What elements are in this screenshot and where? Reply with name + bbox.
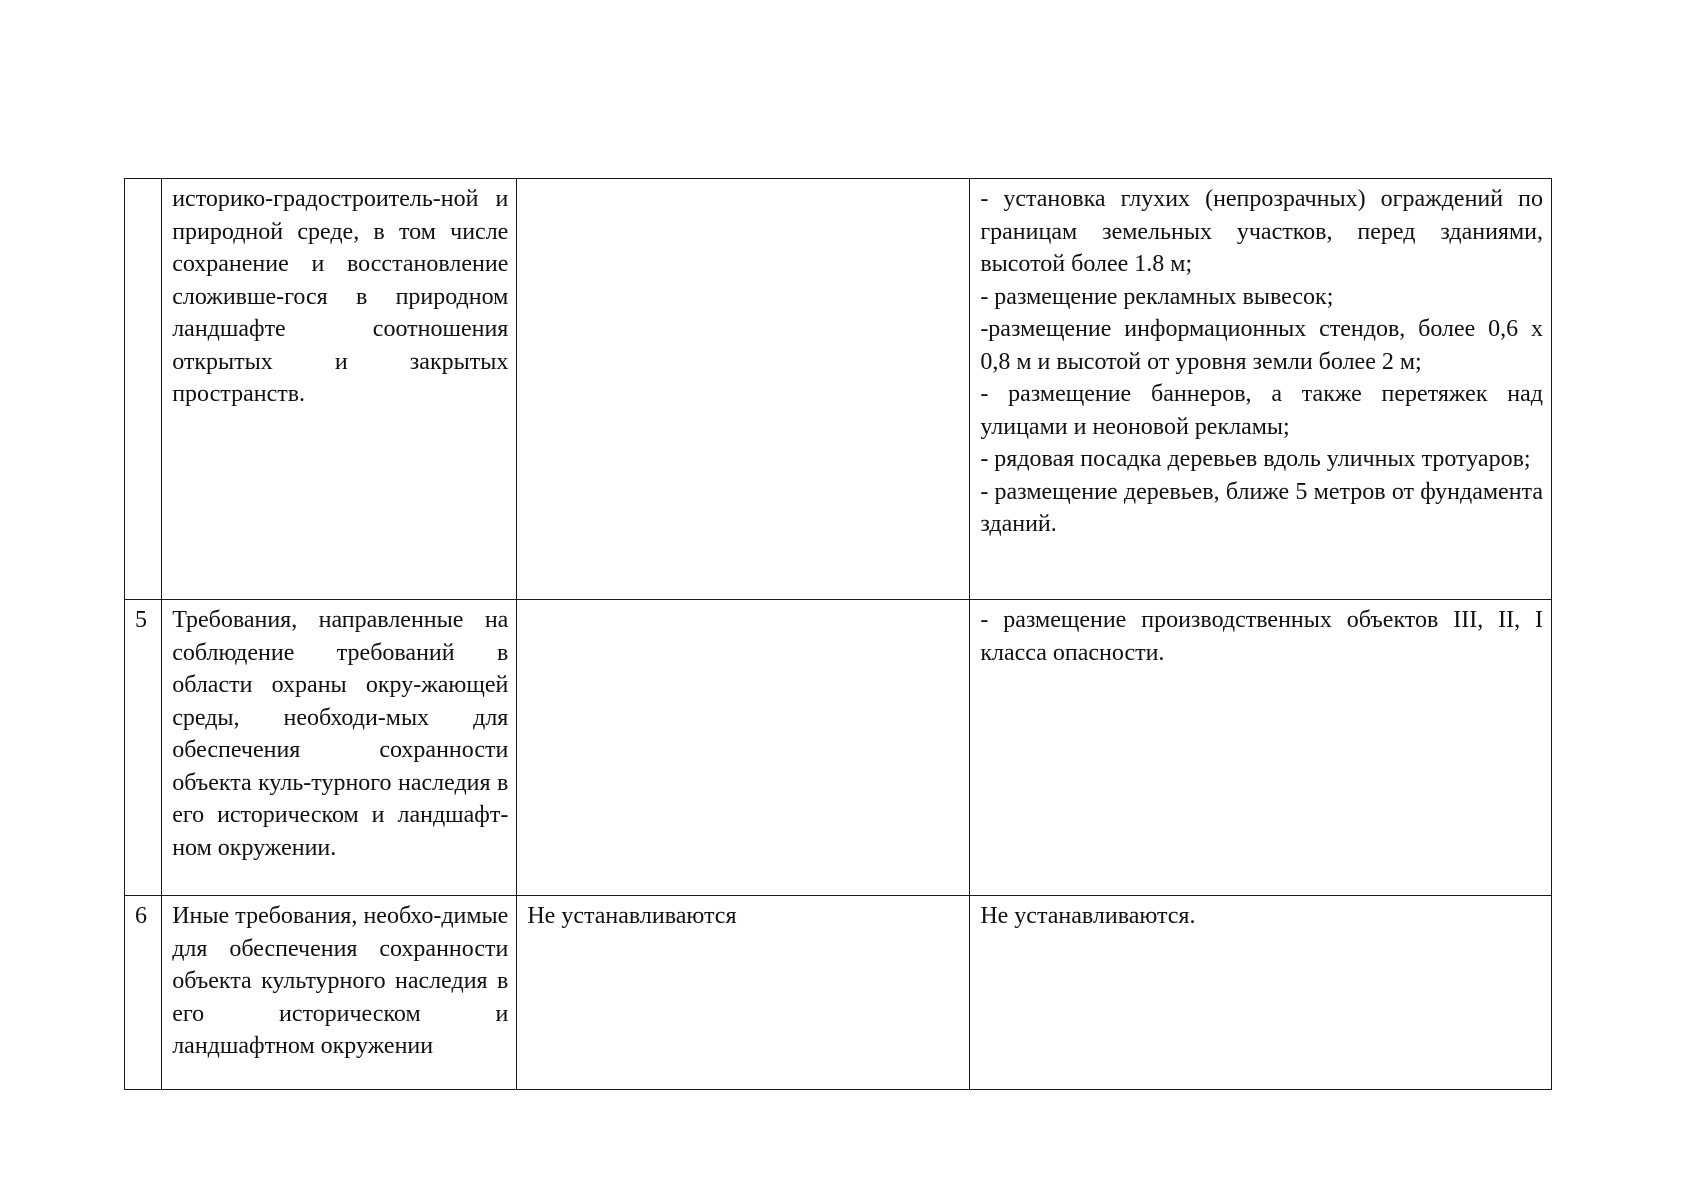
forbidden-item: - размещение деревьев, ближе 5 метров от фундамента зданий.	[980, 478, 1543, 537]
table-row	[125, 896, 1552, 1090]
forbidden-item: - установка глухих (непрозрачных) ограждений по границам земельных участков, перед зданиями, высотой более 1.8 м;	[980, 186, 1543, 277]
forbidden-cell	[970, 600, 1552, 896]
requirements-table	[124, 178, 1552, 1090]
table-row	[125, 179, 1552, 600]
forbidden-item: - размещение баннеров, а также перетяжек над улицами и неоновой рекламы;	[980, 381, 1543, 440]
allowed-cell	[517, 179, 970, 600]
forbidden-item: - размещение рекламных вывесок;	[980, 283, 1334, 310]
forbidden-item: - рядовая посадка деревьев вдоль уличных тротуаров;	[980, 446, 1531, 472]
row-number-cell: 6	[125, 896, 162, 1090]
forbidden-item: - размещение производственных объектов III, II, I класса опасности.	[980, 607, 1543, 666]
requirement-name-cell: Требования, направленные на соблюдение требований в области охраны окру-жающей среды, необходи-мых для обеспечения сохранности объекта куль-турного наследия в его историческом и ландшафт-ном окружении.	[162, 600, 517, 896]
forbidden-item: Не устанавливаются.	[980, 903, 1196, 929]
requirement-name-cell: историко-градостроитель-ной и природной среде, в том числе сохранение и восстановление сложивше-гося в природном ландшафте соотношения открытых и закрытых пространств.	[162, 179, 517, 600]
forbidden-item: -размещение информационных стендов, более 0,6 х 0,8 м и высотой от уровня земли более 2 м;	[980, 316, 1543, 375]
requirement-name-cell: Иные требования, необхо-димые для обеспечения сохранности объекта культурного наследия в его историческом и ландшафтном окружении	[162, 896, 517, 1090]
forbidden-cell	[970, 896, 1552, 1090]
allowed-cell	[517, 600, 970, 896]
table-row	[125, 600, 1552, 896]
row-number-cell	[125, 179, 162, 600]
allowed-cell: Не устанавливаются	[517, 896, 970, 1090]
row-number-cell: 5	[125, 600, 162, 896]
forbidden-cell	[970, 179, 1552, 600]
